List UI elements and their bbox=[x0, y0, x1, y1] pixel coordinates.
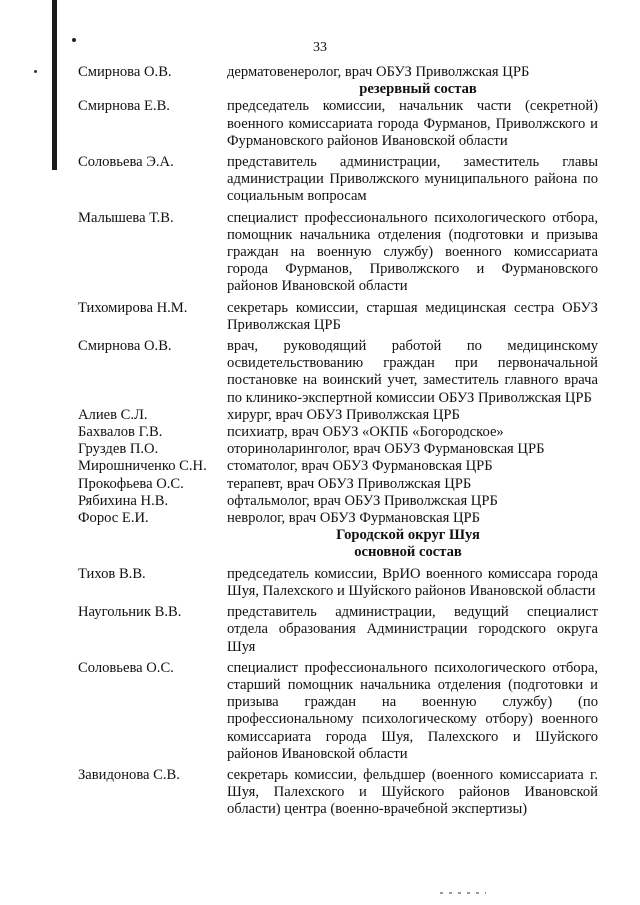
member-role: хирург, врач ОБУЗ Приволжская ЦРБ bbox=[227, 406, 460, 423]
member-entry bbox=[78, 407, 598, 424]
member-entry bbox=[78, 493, 598, 510]
member-entry bbox=[78, 476, 598, 493]
member-entry bbox=[78, 510, 598, 527]
page-number: 33 bbox=[313, 40, 327, 55]
member-name: Смирнова Е.В. bbox=[78, 98, 170, 115]
member-role: дерматовенеролог, врач ОБУЗ Приволжская ЦРБ bbox=[227, 64, 530, 80]
member-role: стоматолог, врач ОБУЗ Фурмановская ЦРБ bbox=[227, 458, 493, 475]
member-role: представитель администрации, заместитель главы администрации Приволжского муниципального района по социальным вопросам bbox=[227, 154, 598, 205]
member-name: Груздев П.О. bbox=[78, 441, 159, 458]
member-role: терапевт, врач ОБУЗ Приволжская ЦРБ bbox=[227, 475, 472, 492]
member-role: невролог, врач ОБУЗ Фурмановская ЦРБ bbox=[227, 510, 481, 527]
scan-edge-mark bbox=[52, 0, 57, 170]
member-entry bbox=[78, 300, 598, 334]
member-role: секретарь комиссии, фельдшер (военного комиссариата г. Шуя, Палехского и Шуйского районов Ивановской области) центра (военно-врачебной экспертизы) bbox=[227, 766, 598, 818]
member-name: Соловьева О.С. bbox=[78, 659, 174, 676]
member-role: представитель администрации, ведущий специалист отдела образования Администрации городского округа Шуя bbox=[227, 604, 598, 655]
member-entry bbox=[78, 660, 598, 763]
member-name: Алиев С.Л. bbox=[78, 406, 148, 423]
commission-list bbox=[78, 64, 598, 819]
member-entry bbox=[78, 424, 598, 441]
member-entry bbox=[78, 98, 598, 150]
member-name: Тихомирова Н.М. bbox=[78, 299, 188, 316]
member-name: Рябихина Н.В. bbox=[78, 492, 169, 509]
member-name: Мирошниченко С.Н. bbox=[78, 458, 207, 475]
member-role: секретарь комиссии, старшая медицинская сестра ОБУЗ Приволжская ЦРБ bbox=[227, 299, 598, 333]
member-entry bbox=[78, 458, 598, 475]
member-name: Прокофьева О.С. bbox=[78, 475, 184, 492]
member-name: Завидонова С.В. bbox=[78, 766, 180, 783]
member-entry bbox=[78, 441, 598, 458]
member-role: специалист профессионального психологического отбора, помощник начальника отделения (подготовки и призыва граждан на военную службу) военного комиссариата города Фурманов, Приволжского и Фурмановского районов Ивановской области bbox=[227, 209, 598, 295]
member-role: психиатр, врач ОБУЗ «ОКПБ «Богородское» bbox=[227, 424, 504, 441]
member-role: специалист профессионального психологического отбора, старший помощник начальника отделения (подготовки и призыва граждан на военную службу) (по профессиональному психологическому отбору) военного комиссариата города Шуя, Палехского и Шуйского районов Ивановской области bbox=[227, 659, 598, 762]
section-heading: Городской округ Шуя bbox=[336, 527, 480, 544]
scan-speck bbox=[34, 70, 37, 73]
member-role: председатель комиссии, начальник части (секретной) военного комиссариата города Фурманов, Приволжского и Фурмановского районов Ивановской области bbox=[227, 98, 598, 149]
scan-artifact bbox=[440, 892, 486, 894]
member-role: врач, руководящий работой по медицинскому освидетельствованию граждан при первоначальной постановке на воинский учет, заместитель главного врача по клинико-экспертной комиссии ОБУЗ Приволжская ЦРБ bbox=[227, 338, 598, 406]
member-name: Наугольник В.В. bbox=[78, 604, 182, 621]
member-entry bbox=[78, 154, 598, 206]
member-role: председатель комиссии, ВрИО военного комиссара города Шуя, Палехского и Шуйского районов Ивановской области bbox=[227, 565, 598, 599]
member-role: офтальмолог, врач ОБУЗ Приволжская ЦРБ bbox=[227, 492, 498, 509]
member-name: Бахвалов Г.В. bbox=[78, 424, 163, 441]
member-entry bbox=[78, 64, 598, 81]
member-name: Малышева Т.В. bbox=[78, 209, 174, 226]
member-name: Тихов В.В. bbox=[78, 565, 146, 582]
member-entry bbox=[78, 210, 598, 296]
member-name: Смирнова О.В. bbox=[78, 338, 172, 355]
member-name: Смирнова О.В. bbox=[78, 64, 172, 80]
section-heading: резервный состав bbox=[359, 81, 477, 98]
member-entry bbox=[78, 566, 598, 600]
member-entry bbox=[78, 604, 598, 656]
member-name: Соловьева Э.А. bbox=[78, 154, 174, 171]
member-role: оториноларинголог, врач ОБУЗ Фурмановская ЦРБ bbox=[227, 441, 545, 458]
member-name: Форос Е.И. bbox=[78, 510, 149, 527]
section-heading: основной состав bbox=[354, 544, 462, 561]
member-entry bbox=[78, 338, 598, 407]
member-entry bbox=[78, 767, 598, 819]
